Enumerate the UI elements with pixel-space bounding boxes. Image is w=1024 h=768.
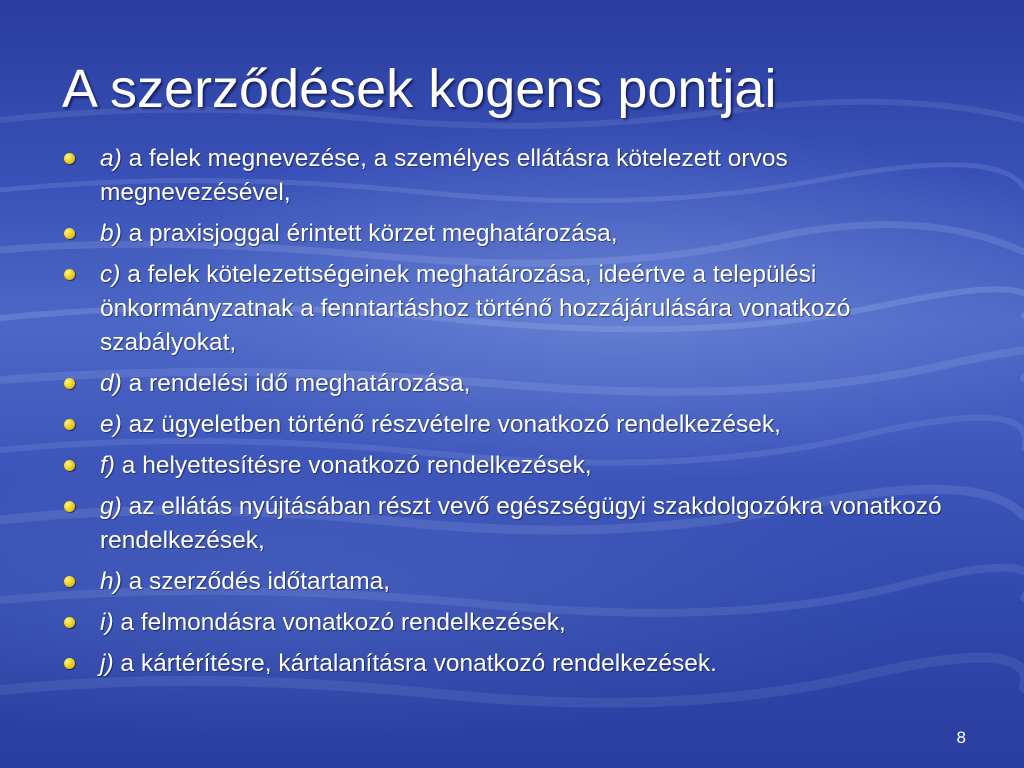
item-letter: i) [100,609,114,636]
list-item [62,217,962,251]
item-text: az ellátás nyújtásában részt vevő egészségügyi szakdolgozókra vonatkozó rendelkezések, [100,493,942,554]
list-item [62,565,962,599]
bullet-icon [64,153,75,164]
list-item [62,258,962,360]
bullet-icon [64,269,75,280]
list-item [62,490,962,558]
item-text: a helyettesítésre vonatkozó rendelkezések, [114,452,592,479]
bullet-icon [64,576,75,587]
page-number: 8 [956,728,966,747]
bullet-list [62,142,962,688]
list-item [62,408,962,442]
item-text: a kártérítésre, kártalanításra vonatkozó rendelkezések. [113,650,717,677]
item-text: az ügyeletben történő részvételre vonatkozó rendelkezések, [121,411,781,438]
item-text: a felmondásra vonatkozó rendelkezések, [113,609,566,636]
bullet-icon [64,617,75,628]
bullet-icon [64,378,75,389]
item-letter: d) [100,370,122,397]
list-item [62,449,962,483]
item-letter: j) [100,650,114,677]
item-letter: g) [100,493,122,520]
item-letter: c) [100,261,121,288]
item-text: a praxisjoggal érintett körzet meghatározása, [121,220,618,247]
item-letter: a) [100,145,122,172]
bullet-icon [64,501,75,512]
list-item [62,647,962,681]
list-item [62,142,962,210]
bullet-icon [64,419,75,430]
slide-title: A szerződések kogens pontjai [62,59,777,119]
item-letter: e) [100,411,122,438]
item-letter: f) [100,452,115,479]
bullet-icon [64,228,75,239]
item-text: a szerződés időtartama, [121,568,391,595]
bullet-icon [64,460,75,471]
list-item [62,367,962,401]
item-text: a felek kötelezettségeinek meghatározása, ideértve a települési önkormányzatnak a fenntartáshoz történő hozzájárulására vonatkozó szabályokat, [100,261,851,356]
list-item [62,606,962,640]
item-text: a rendelési idő meghatározása, [121,370,471,397]
bullet-icon [64,658,75,669]
item-letter: h) [100,568,122,595]
item-text: a felek megnevezése, a személyes ellátásra kötelezett orvos megnevezésével, [100,145,788,206]
item-letter: b) [100,220,122,247]
